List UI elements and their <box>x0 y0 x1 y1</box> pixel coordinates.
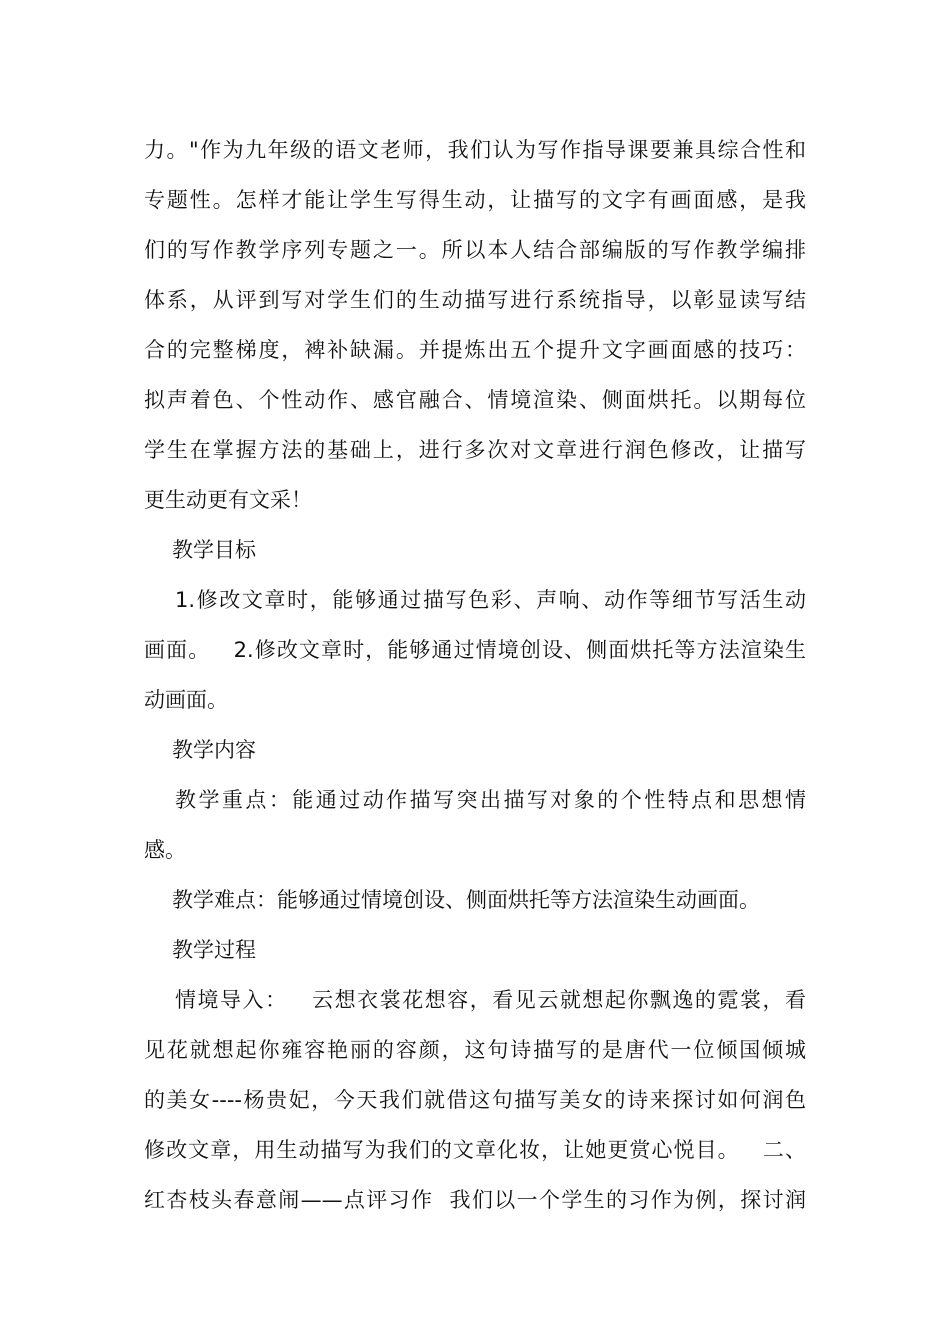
text-line: 见花就想起你雍容艳丽的容颜，这句诗描写的是唐代一位倾国倾城 <box>144 1038 806 1062</box>
section-heading-teaching-content: 教学内容 <box>172 738 256 762</box>
section-heading-teaching-goals: 教学目标 <box>172 538 256 562</box>
text-line: 力。"作为九年级的语文老师，我们认为写作指导课要兼具综合性和 <box>144 138 806 162</box>
text-line: 的美女----杨贵妃，今天我们就借这句描写美女的诗来探讨如何润色 <box>144 1088 806 1112</box>
text-line: 教学重点：能通过动作描写突出描写对象的个性特点和思想情 <box>175 788 806 812</box>
text-line: 画面。 2.修改文章时，能够通过情境创设、侧面烘托等方法渲染生 <box>144 638 806 662</box>
text-line: 红杏枝头春意闹——点评习作 我们以一个学生的习作为例，探讨润 <box>144 1188 806 1212</box>
text-line: 更生动更有文采！ <box>144 488 312 512</box>
body-text <box>144 125 806 1225</box>
text-line: 情境导入： 云想衣裳花想容，看见云就想起你飘逸的霓裳，看 <box>175 988 806 1012</box>
text-line: 学生在掌握方法的基础上，进行多次对文章进行润色修改，让描写 <box>144 438 806 462</box>
text-line: 体系，从评到写对学生们的生动描写进行系统指导，以彰显读写结 <box>144 288 806 312</box>
text-line: 教学难点：能够通过情境创设、侧面烘托等方法渲染生动画面。 <box>172 888 760 912</box>
text-line: 修改文章，用生动描写为我们的文章化妆，让她更赏心悦目。 二、 <box>144 1138 806 1162</box>
text-line: 拟声着色、个性动作、感官融合、情境渲染、侧面烘托。以期每位 <box>144 388 806 412</box>
text-line: 感。 <box>144 838 186 862</box>
text-line: 们的写作教学序列专题之一。所以本人结合部编版的写作教学编排 <box>144 238 806 262</box>
text-line: 合的完整梯度，裨补缺漏。并提炼出五个提升文字画面感的技巧： <box>144 338 806 362</box>
section-heading-teaching-process: 教学过程 <box>172 938 256 962</box>
text-line: 1.修改文章时，能够通过描写色彩、声响、动作等细节写活生动 <box>175 588 806 612</box>
text-line: 专题性。怎样才能让学生写得生动，让描写的文字有画面感，是我 <box>144 188 806 212</box>
text-line: 动画面。 <box>144 688 228 712</box>
